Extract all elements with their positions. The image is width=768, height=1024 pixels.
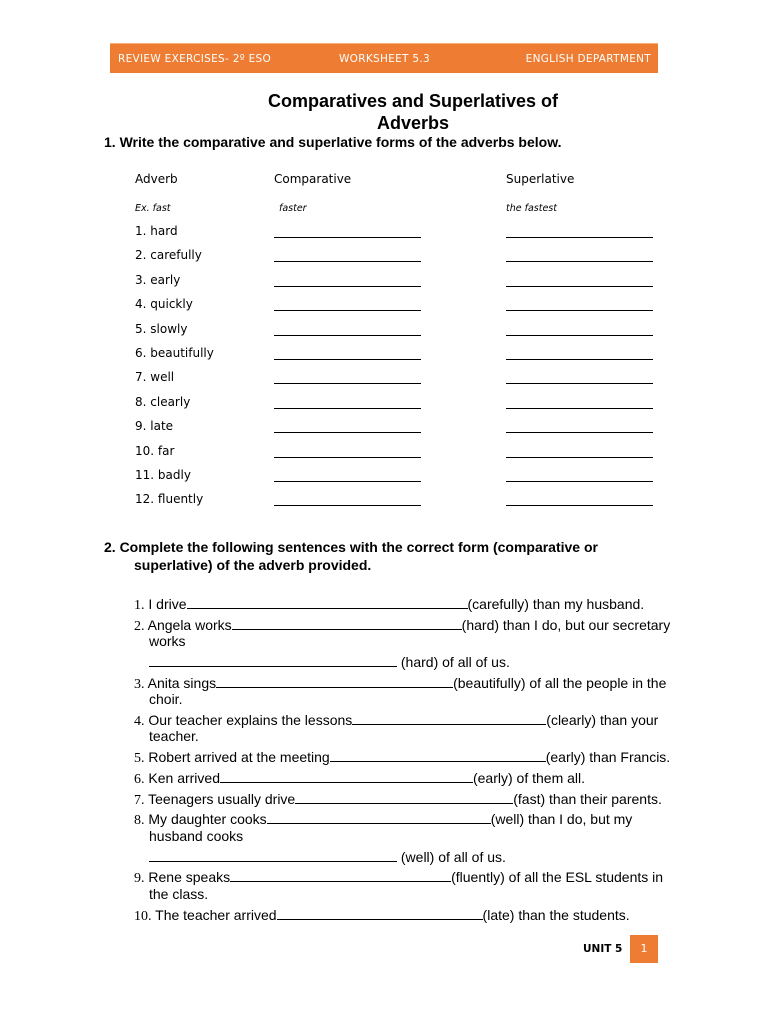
superlative-blank[interactable] (506, 457, 653, 458)
sentence-8: 8. My daughter cooks (well) than I do, but my (134, 811, 633, 828)
comparative-blank[interactable] (274, 286, 421, 287)
comparative-blank[interactable] (274, 505, 421, 506)
adverb-item: 12. fluently (135, 492, 204, 507)
example-superlative: the fastest (506, 203, 557, 214)
section1-heading: 1. Write the comparative and superlative forms of the adverbs below. (104, 134, 562, 150)
answer-blank[interactable] (230, 881, 451, 882)
section2-heading-line2: superlative) of the adverb provided. (134, 557, 372, 573)
section2-heading-line1: 2. Complete the following sentences with the correct form (comparative or (104, 539, 598, 555)
header-right-text: ENGLISH DEPARTMENT (525, 53, 651, 65)
answer-blank[interactable] (149, 861, 397, 862)
comparative-blank[interactable] (274, 481, 421, 482)
superlative-blank[interactable] (506, 481, 653, 482)
adverb-item: 8. clearly (135, 394, 191, 409)
page-title-line1: Comparatives and Superlatives of (267, 91, 559, 111)
superlative-blank[interactable] (506, 237, 653, 238)
answer-blank[interactable] (149, 666, 397, 667)
adverb-item: 4. quickly (135, 297, 193, 312)
answer-blank[interactable] (352, 724, 546, 725)
sentence-5: 5. Robert arrived at the meeting (early) than Francis. (134, 749, 671, 766)
answer-blank[interactable] (295, 803, 513, 804)
adverb-item: 10. far (135, 443, 175, 458)
adverb-item: 1. hard (135, 224, 178, 238)
answer-blank[interactable] (220, 782, 473, 783)
comparative-blank[interactable] (274, 457, 421, 458)
sentence-3-cont: choir. (149, 691, 183, 707)
comparative-blank[interactable] (274, 310, 421, 311)
sentence-7: 7. Teenagers usually drive (fast) than their parents. (134, 791, 662, 808)
header-bar (110, 43, 658, 73)
superlative-blank[interactable] (506, 505, 653, 506)
sentence-2: 2. Angela works (hard) than I do, but our secretary (134, 617, 671, 634)
sentence-1: 1. I drive (carefully) than my husband. (134, 596, 645, 613)
header-center-text: WORKSHEET 5.3 (339, 53, 431, 65)
sentence-4-cont: teacher. (149, 728, 199, 744)
adverb-item: 2. carefully (135, 248, 202, 263)
sentence-8-cont: husband cooks (149, 828, 244, 844)
sentence-8-cont2: (well) of all of us. (149, 849, 506, 865)
adverb-item: 9. late (135, 419, 174, 434)
sentence-9-cont: the class. (149, 886, 209, 902)
comparative-blank[interactable] (274, 359, 421, 360)
answer-blank[interactable] (267, 823, 491, 824)
footer-unit-label: UNIT 5 (583, 943, 623, 955)
sentence-3: 3. Anita sings (beautifully) of all the people in the (134, 675, 667, 692)
comparative-blank[interactable] (274, 237, 421, 238)
column-header-comparative: Comparative (274, 172, 352, 186)
sentence-2-cont2: (hard) of all of us. (149, 654, 510, 670)
adverb-item: 5. slowly (135, 321, 188, 336)
superlative-blank[interactable] (506, 335, 653, 336)
answer-blank[interactable] (187, 608, 468, 609)
adverb-item: 3. early (135, 272, 181, 287)
sentence-6: 6. Ken arrived (early) of them all. (134, 770, 586, 787)
answer-blank[interactable] (330, 761, 546, 762)
comparative-blank[interactable] (274, 408, 421, 409)
page-title-line2: Adverbs (376, 113, 450, 133)
example-adverb: Ex. fast (135, 203, 171, 214)
sentence-9: 9. Rene speaks (fluently) of all the ESL students in (134, 869, 664, 886)
sentence-2-cont: works (149, 633, 186, 649)
page-number-badge: 1 (630, 935, 658, 963)
answer-blank[interactable] (216, 687, 453, 688)
superlative-blank[interactable] (506, 359, 653, 360)
comparative-blank[interactable] (274, 335, 421, 336)
adverb-item: 7. well (135, 370, 175, 385)
sentence-4: 4. Our teacher explains the lessons (clearly) than your (134, 712, 659, 729)
comparative-blank[interactable] (274, 261, 421, 262)
superlative-blank[interactable] (506, 432, 653, 433)
comparative-blank[interactable] (274, 432, 421, 433)
answer-blank[interactable] (277, 919, 483, 920)
example-comparative: faster (279, 203, 307, 214)
superlative-blank[interactable] (506, 408, 653, 409)
column-header-superlative: Superlative (506, 172, 575, 186)
superlative-blank[interactable] (506, 261, 653, 262)
adverb-item: 6. beautifully (135, 346, 214, 360)
header-left-text: REVIEW EXERCISES- 2º ESO (118, 53, 272, 65)
comparative-blank[interactable] (274, 383, 421, 384)
sentence-10: 10. The teacher arrived (late) than the students. (134, 907, 630, 924)
superlative-blank[interactable] (506, 383, 653, 384)
adverb-item: 11. badly (135, 468, 191, 482)
superlative-blank[interactable] (506, 286, 653, 287)
answer-blank[interactable] (232, 629, 462, 630)
superlative-blank[interactable] (506, 310, 653, 311)
column-header-adverb: Adverb (135, 172, 178, 186)
